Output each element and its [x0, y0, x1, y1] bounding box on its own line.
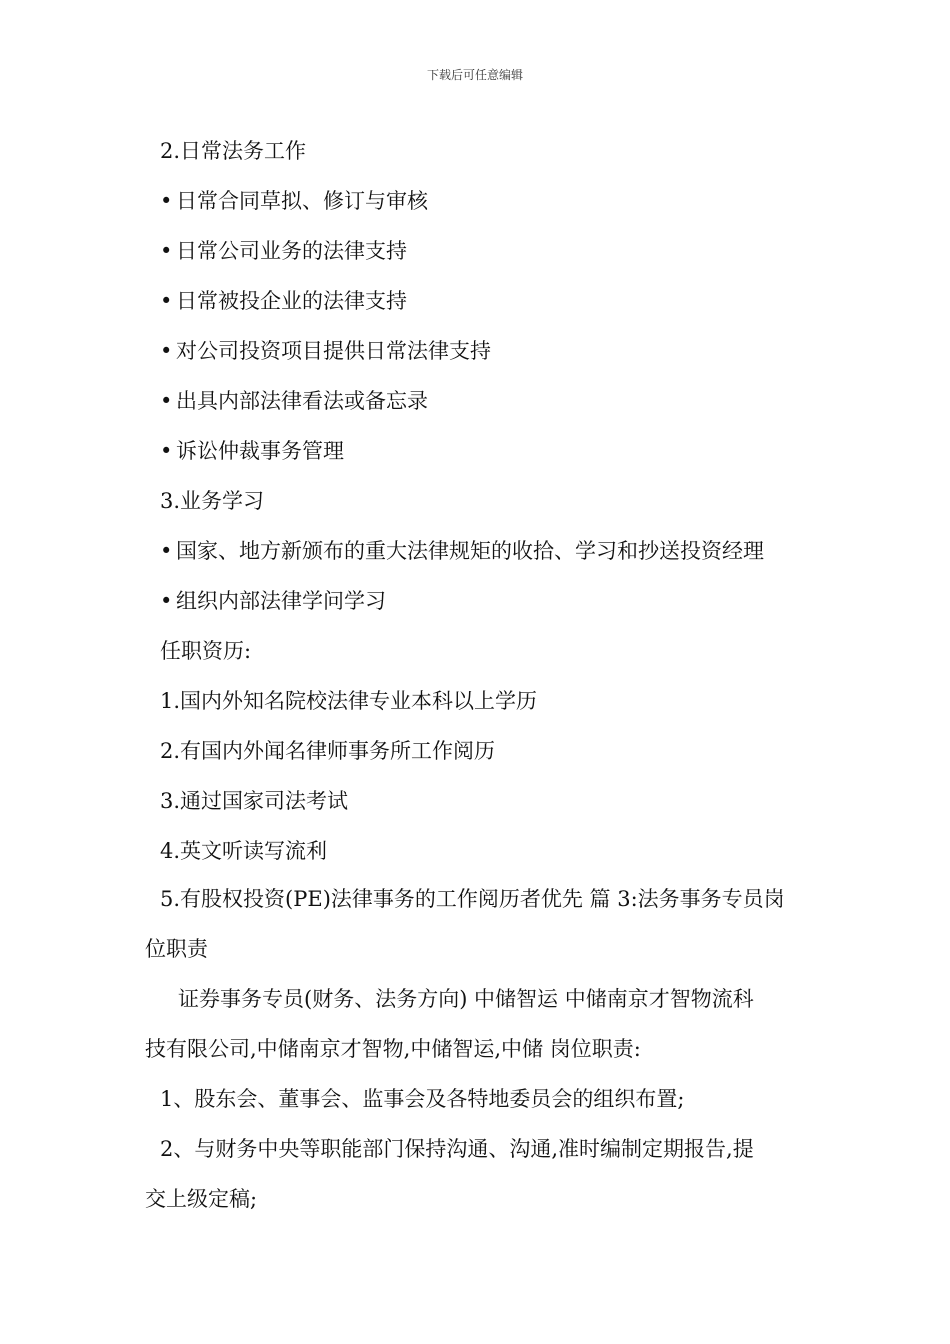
line-text: 2.有国内外闻名律师事务所工作阅历	[160, 739, 496, 763]
bullet-icon: •	[160, 389, 173, 413]
bullet-icon: •	[160, 239, 173, 263]
line-text: 2、与财务中央等职能部门保持沟通、沟通,准时编制定期报告,提	[160, 1137, 754, 1161]
text-line	[160, 436, 344, 466]
bullet-icon: •	[160, 339, 173, 363]
line-text: 日常合同草拟、修订与审核	[176, 189, 428, 213]
text-line	[160, 736, 495, 766]
text-line	[145, 1034, 641, 1064]
line-text: 日常公司业务的法律支持	[176, 239, 407, 263]
line-text: 出具内部法律看法或备忘录	[176, 389, 428, 413]
text-line	[145, 934, 208, 964]
text-line	[160, 1084, 684, 1114]
bullet-icon: •	[160, 439, 173, 463]
text-line	[160, 636, 251, 666]
line-text: 2.日常法务工作	[160, 139, 307, 163]
line-text: 1.国内外知名院校法律专业本科以上学历	[160, 689, 538, 713]
text-line	[178, 984, 754, 1014]
text-line	[160, 686, 537, 716]
text-line	[160, 1134, 754, 1164]
line-text: 1、股东会、董事会、监事会及各特地委员会的组织布置;	[160, 1087, 685, 1111]
line-text: 日常被投企业的法律支持	[176, 289, 407, 313]
text-line	[160, 586, 386, 616]
text-line	[160, 386, 428, 416]
text-line	[160, 836, 327, 866]
line-text: 5.有股权投资(PE)法律事务的工作阅历者优先 篇 3:法务事务专员岗	[160, 887, 785, 911]
text-line	[145, 1184, 257, 1214]
line-text: 位职责	[145, 937, 208, 961]
line-text: 任职资历:	[160, 639, 252, 663]
text-line	[160, 186, 428, 216]
bullet-icon: •	[160, 189, 173, 213]
text-line	[160, 536, 764, 566]
line-text: 诉讼仲裁事务管理	[176, 439, 344, 463]
line-text: 技有限公司,中储南京才智物,中储智运,中储 岗位职责:	[145, 1037, 641, 1061]
bullet-icon: •	[160, 589, 173, 613]
line-text: 对公司投资项目提供日常法律支持	[176, 339, 491, 363]
line-text: 国家、地方新颁布的重大法律规矩的收拾、学习和抄送投资经理	[176, 539, 764, 563]
text-line	[160, 136, 306, 166]
line-text: 4.英文听读写流利	[160, 839, 328, 863]
line-text: 组织内部法律学问学习	[176, 589, 386, 613]
line-text: 证券事务专员(财务、法务方向) 中储智运 中储南京才智物流科	[178, 987, 754, 1011]
bullet-icon: •	[160, 289, 173, 313]
text-line	[160, 486, 264, 516]
text-line	[160, 884, 785, 914]
text-line	[160, 336, 491, 366]
page-header-note: 下载后可任意编辑	[426, 68, 523, 82]
line-text: 3.业务学习	[160, 489, 265, 513]
text-line	[160, 786, 348, 816]
bullet-icon: •	[160, 539, 173, 563]
text-line	[160, 286, 407, 316]
text-line	[160, 236, 407, 266]
line-text: 交上级定稿;	[145, 1187, 258, 1211]
line-text: 3.通过国家司法考试	[160, 789, 349, 813]
